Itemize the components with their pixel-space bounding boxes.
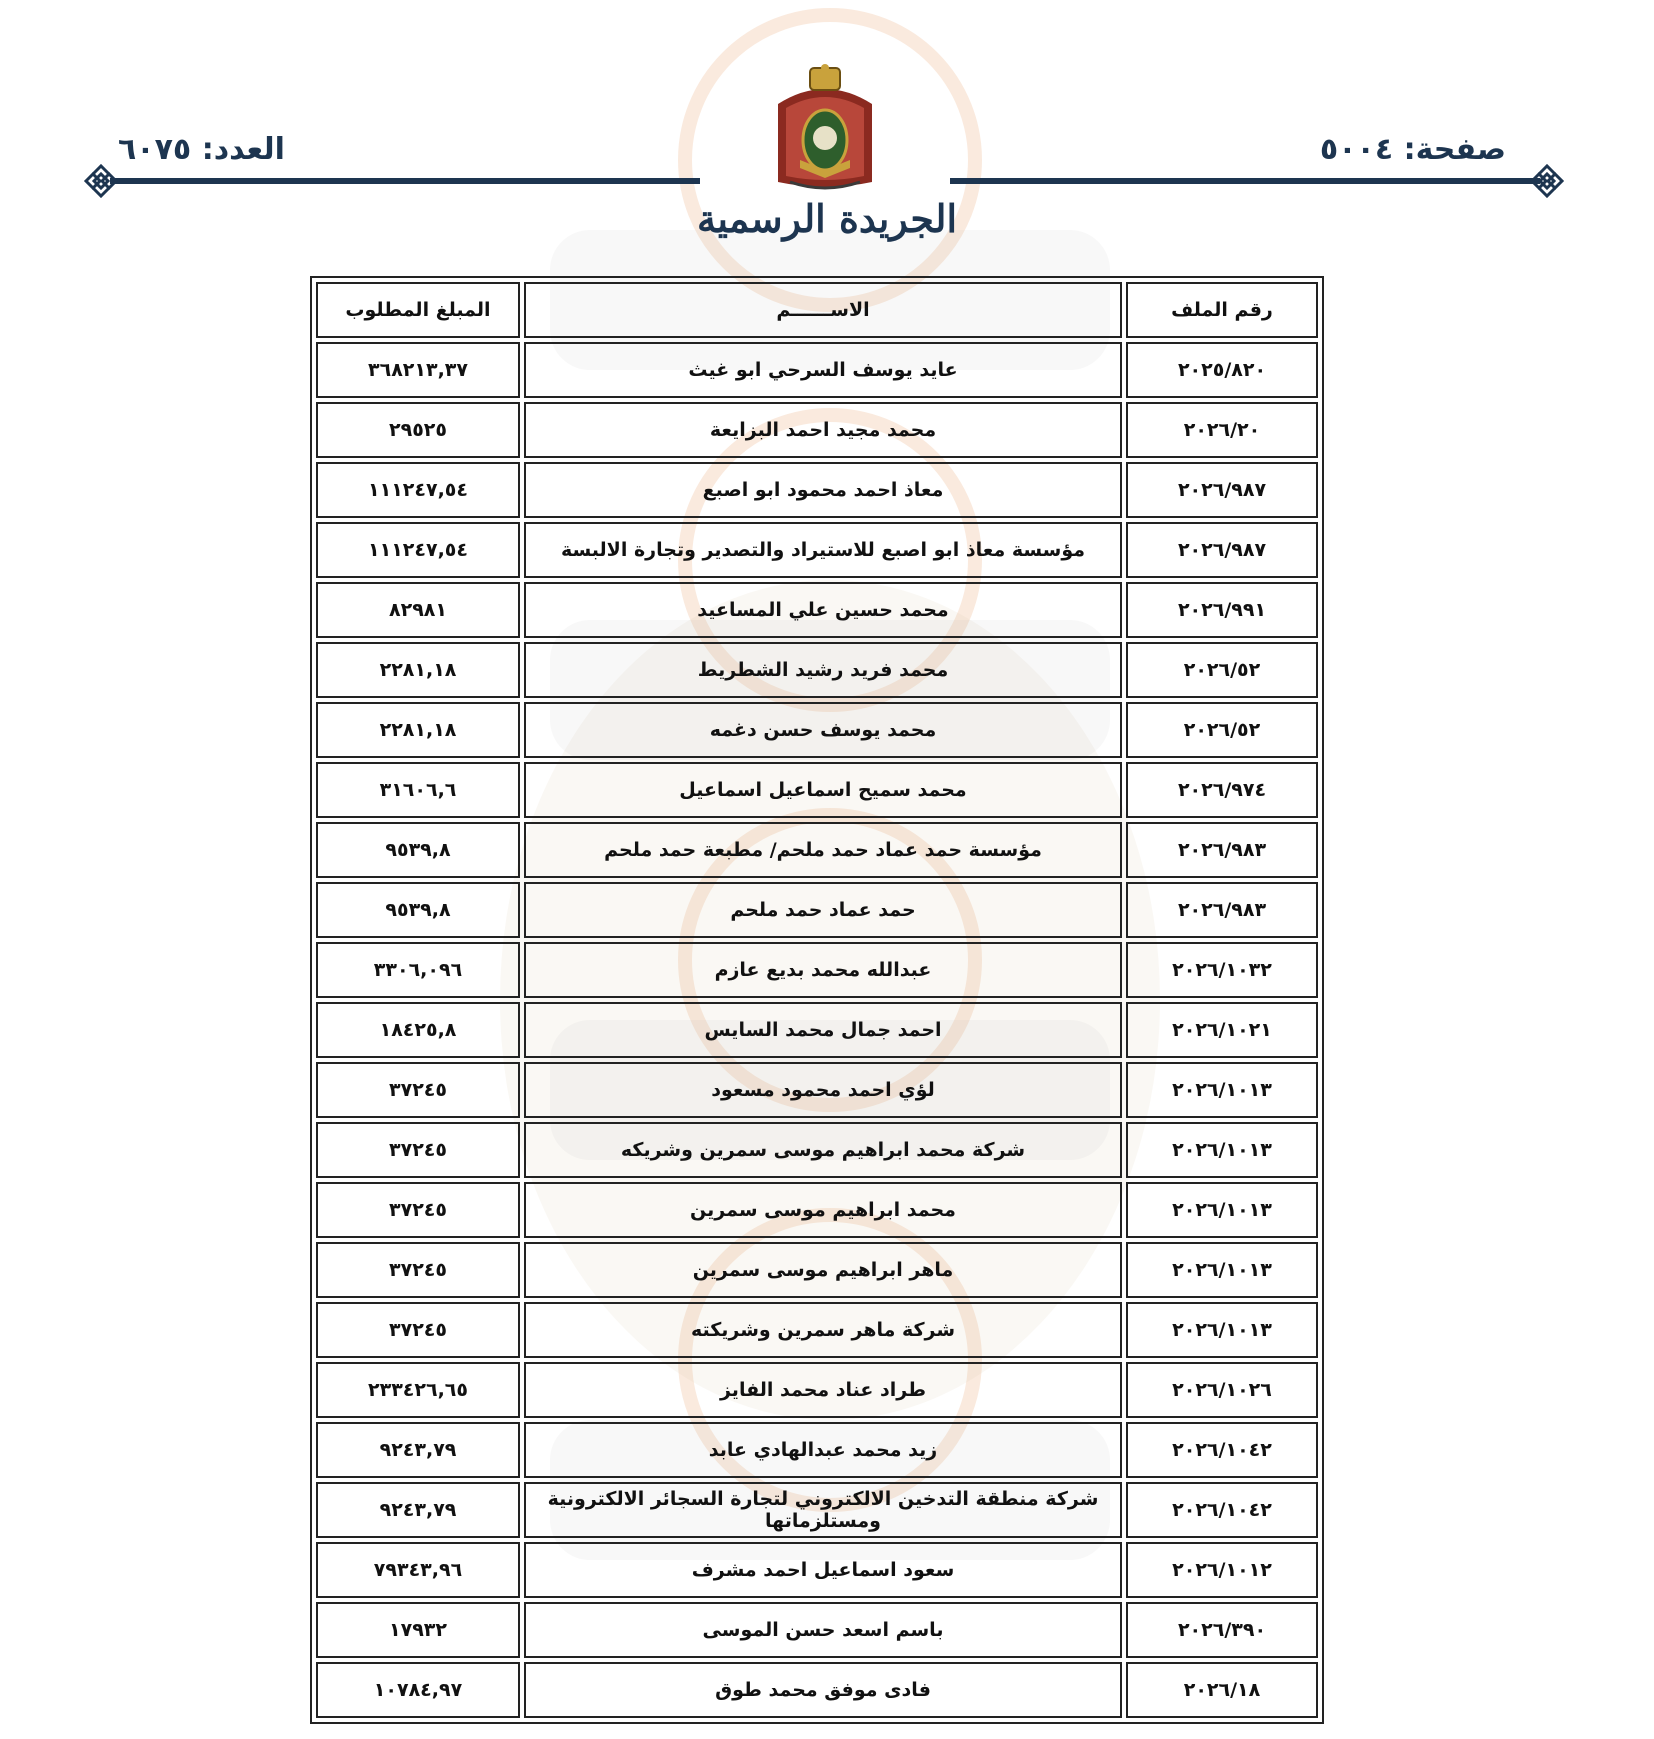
cell-amount: ٣٧٢٤٥ xyxy=(316,1182,520,1238)
cell-name: شركة محمد ابراهيم موسى سمرين وشريكه xyxy=(524,1122,1122,1178)
cell-name: شركة ماهر سمرين وشريكته xyxy=(524,1302,1122,1358)
cell-name: مؤسسة حمد عماد حمد ملحم/ مطبعة حمد ملحم xyxy=(524,822,1122,878)
cell-amount: ١١١٢٤٧,٥٤ xyxy=(316,462,520,518)
cell-name: ماهر ابراهيم موسى سمرين xyxy=(524,1242,1122,1298)
cell-amount: ٩٢٤٣,٧٩ xyxy=(316,1422,520,1478)
issue-number: العدد: ٦٠٧٥ xyxy=(118,132,285,167)
table-row xyxy=(316,1242,1318,1298)
cell-amount: ٢٩٥٢٥ xyxy=(316,402,520,458)
table-row xyxy=(316,942,1318,998)
cell-file-number: ٢٠٢٦/١٠١٣ xyxy=(1126,1302,1318,1358)
table-row xyxy=(316,1122,1318,1178)
cell-amount: ٩٥٣٩,٨ xyxy=(316,882,520,938)
cell-amount: ٩٥٣٩,٨ xyxy=(316,822,520,878)
header-name: الاســــــم xyxy=(524,282,1122,338)
table-row xyxy=(316,1602,1318,1658)
cell-name: فادى موفق محمد طوق xyxy=(524,1662,1122,1718)
cell-amount: ١١١٢٤٧,٥٤ xyxy=(316,522,520,578)
masthead-title: الجريدة الرسمية xyxy=(696,196,958,241)
cell-amount: ٣٧٢٤٥ xyxy=(316,1062,520,1118)
table-row xyxy=(316,762,1318,818)
cell-file-number: ٢٠٢٦/١٠٢١ xyxy=(1126,1002,1318,1058)
cell-amount: ٣٧٢٤٥ xyxy=(316,1122,520,1178)
table-row xyxy=(316,1542,1318,1598)
cell-name: محمد سميح اسماعيل اسماعيل xyxy=(524,762,1122,818)
cell-name: عبدالله محمد بديع عازم xyxy=(524,942,1122,998)
table-row xyxy=(316,462,1318,518)
knot-ornament-icon xyxy=(1530,164,1564,198)
cell-file-number: ٢٠٢٦/٩٨٧ xyxy=(1126,462,1318,518)
cell-file-number: ٢٠٢٦/٣٩٠ xyxy=(1126,1602,1318,1658)
debtors-table xyxy=(310,276,1324,1724)
cell-name: سعود اسماعيل احمد مشرف xyxy=(524,1542,1122,1598)
page-number: صفحة: ٥٠٠٤ xyxy=(1319,132,1506,167)
cell-file-number: ٢٠٢٦/٩٨٣ xyxy=(1126,822,1318,878)
cell-amount: ٨٢٩٨١ xyxy=(316,582,520,638)
cell-name: لؤي احمد محمود مسعود xyxy=(524,1062,1122,1118)
table-row xyxy=(316,882,1318,938)
cell-amount: ١٧٩٣٢ xyxy=(316,1602,520,1658)
cell-file-number: ٢٠٢٦/٩٧٤ xyxy=(1126,762,1318,818)
table-row xyxy=(316,642,1318,698)
header-amount: المبلغ المطلوب xyxy=(316,282,520,338)
cell-amount: ١٨٤٢٥,٨ xyxy=(316,1002,520,1058)
table-row xyxy=(316,1482,1318,1538)
table-row xyxy=(316,1662,1318,1718)
page-header xyxy=(0,0,1654,270)
header-file-number: رقم الملف xyxy=(1126,282,1318,338)
cell-name: عايد يوسف السرحي ابو غيث xyxy=(524,342,1122,398)
cell-amount: ٢٣٣٤٢٦,٦٥ xyxy=(316,1362,520,1418)
cell-amount: ٣٧٢٤٥ xyxy=(316,1302,520,1358)
cell-file-number: ٢٠٢٦/١٠١٣ xyxy=(1126,1122,1318,1178)
table-row xyxy=(316,582,1318,638)
cell-file-number: ٢٠٢٦/١٠٤٢ xyxy=(1126,1422,1318,1478)
cell-file-number: ٢٠٢٦/٥٢ xyxy=(1126,642,1318,698)
cell-file-number: ٢٠٢٦/١٨ xyxy=(1126,1662,1318,1718)
table-row xyxy=(316,1182,1318,1238)
cell-name: محمد حسين علي المساعيد xyxy=(524,582,1122,638)
cell-file-number: ٢٠٢٦/١٠١٣ xyxy=(1126,1182,1318,1238)
cell-name: محمد ابراهيم موسى سمرين xyxy=(524,1182,1122,1238)
cell-amount: ٧٩٣٤٣,٩٦ xyxy=(316,1542,520,1598)
table-row xyxy=(316,1302,1318,1358)
table-row xyxy=(316,402,1318,458)
cell-file-number: ٢٠٢٦/٩٩١ xyxy=(1126,582,1318,638)
knot-ornament-icon xyxy=(84,164,118,198)
cell-name: باسم اسعد حسن الموسى xyxy=(524,1602,1122,1658)
table-header-row xyxy=(316,282,1318,338)
cell-file-number: ٢٠٢٦/١٠٢٦ xyxy=(1126,1362,1318,1418)
cell-amount: ٩٢٤٣,٧٩ xyxy=(316,1482,520,1538)
cell-name: احمد جمال محمد السايس xyxy=(524,1002,1122,1058)
header-rule-left xyxy=(110,178,700,184)
cell-file-number: ٢٠٢٦/١٠١٢ xyxy=(1126,1542,1318,1598)
cell-amount: ٣٣٠٦,٠٩٦ xyxy=(316,942,520,998)
cell-amount: ٣١٦٠٦,٦ xyxy=(316,762,520,818)
table-row xyxy=(316,1422,1318,1478)
table-row xyxy=(316,342,1318,398)
cell-file-number: ٢٠٢٦/٢٠ xyxy=(1126,402,1318,458)
cell-name: محمد مجيد احمد البزايعة xyxy=(524,402,1122,458)
cell-file-number: ٢٠٢٦/١٠٤٢ xyxy=(1126,1482,1318,1538)
cell-name: محمد يوسف حسن دغمه xyxy=(524,702,1122,758)
cell-amount: ٣٦٨٢١٣,٣٧ xyxy=(316,342,520,398)
cell-amount: ٣٧٢٤٥ xyxy=(316,1242,520,1298)
table-row xyxy=(316,822,1318,878)
table-row xyxy=(316,522,1318,578)
header-rule-right xyxy=(950,178,1540,184)
cell-name: زيد محمد عبدالهادي عابد xyxy=(524,1422,1122,1478)
cell-name: طراد عناد محمد الفايز xyxy=(524,1362,1122,1418)
cell-amount: ٢٢٨١,١٨ xyxy=(316,642,520,698)
table-row xyxy=(316,1362,1318,1418)
cell-name: حمد عماد حمد ملحم xyxy=(524,882,1122,938)
cell-file-number: ٢٠٢٦/٩٨٣ xyxy=(1126,882,1318,938)
cell-file-number: ٢٠٢٦/٥٢ xyxy=(1126,702,1318,758)
table-row xyxy=(316,1062,1318,1118)
cell-name: محمد فريد رشيد الشطريط xyxy=(524,642,1122,698)
table-row xyxy=(316,1002,1318,1058)
cell-amount: ٢٢٨١,١٨ xyxy=(316,702,520,758)
cell-file-number: ٢٠٢٦/٩٨٧ xyxy=(1126,522,1318,578)
cell-file-number: ٢٠٢٦/١٠١٣ xyxy=(1126,1062,1318,1118)
cell-amount: ١٠٧٨٤,٩٧ xyxy=(316,1662,520,1718)
table-row xyxy=(316,702,1318,758)
cell-name: مؤسسة معاذ ابو اصبع للاستيراد والتصدير وتجارة الالبسة xyxy=(524,522,1122,578)
cell-file-number: ٢٠٢٦/١٠٣٢ xyxy=(1126,942,1318,998)
cell-file-number: ٢٠٢٦/١٠١٣ xyxy=(1126,1242,1318,1298)
cell-name: شركة منطقة التدخين الالكتروني لتجارة السجائر الالكترونية ومستلزماتها xyxy=(524,1482,1122,1538)
cell-file-number: ٢٠٢٥/٨٢٠ xyxy=(1126,342,1318,398)
cell-name: معاذ احمد محمود ابو اصبع xyxy=(524,462,1122,518)
royal-emblem-icon xyxy=(770,64,880,196)
